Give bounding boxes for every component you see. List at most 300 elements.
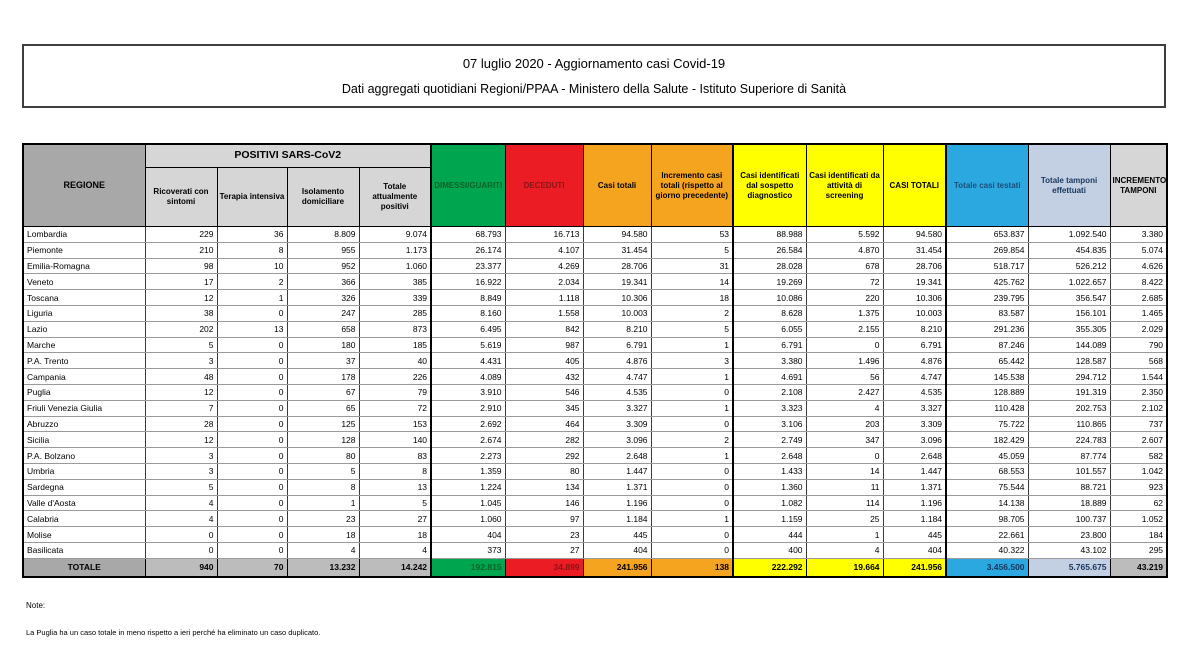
- value-cell: 31.454: [583, 242, 651, 258]
- value-cell: 19.341: [583, 274, 651, 290]
- value-cell: 18: [651, 290, 733, 306]
- value-cell: 292: [505, 448, 583, 464]
- value-cell: 1.196: [883, 495, 946, 511]
- region-cell: Umbria: [23, 463, 145, 479]
- value-cell: 72: [806, 274, 883, 290]
- table-row: [23, 463, 1167, 479]
- value-cell: 1.060: [359, 258, 431, 274]
- value-cell: 1.371: [583, 479, 651, 495]
- header-isolamento: Isolamento domiciliare: [287, 168, 359, 227]
- value-cell: 2.749: [733, 432, 806, 448]
- value-cell: 11: [806, 479, 883, 495]
- value-cell: 2.102: [1110, 400, 1167, 416]
- value-cell: 5.619: [431, 337, 505, 353]
- value-cell: 0: [651, 527, 733, 543]
- table-row: [23, 242, 1167, 258]
- value-cell: 12: [145, 384, 217, 400]
- value-cell: 0: [651, 495, 733, 511]
- value-cell: 0: [651, 479, 733, 495]
- value-cell: 2.155: [806, 321, 883, 337]
- value-cell: 2.692: [431, 416, 505, 432]
- value-cell: 239.795: [946, 290, 1028, 306]
- value-cell: 40.322: [946, 542, 1028, 558]
- value-cell: 23.800: [1028, 527, 1110, 543]
- value-cell: 0: [217, 463, 287, 479]
- value-cell: 10.306: [583, 290, 651, 306]
- value-cell: 26.174: [431, 242, 505, 258]
- value-cell: 345: [505, 400, 583, 416]
- value-cell: 83.587: [946, 305, 1028, 321]
- value-cell: 842: [505, 321, 583, 337]
- value-cell: 101.557: [1028, 463, 1110, 479]
- value-cell: 445: [583, 527, 651, 543]
- value-cell: 1.496: [806, 353, 883, 369]
- title-box: [22, 44, 1166, 108]
- value-cell: 3.096: [583, 432, 651, 448]
- value-cell: 182.429: [946, 432, 1028, 448]
- region-cell: Calabria: [23, 511, 145, 527]
- header-ricoverati: Ricoverati con sintomi: [145, 168, 217, 227]
- totale-value-cell: 241.956: [883, 558, 946, 577]
- region-cell: Toscana: [23, 290, 145, 306]
- value-cell: 425.762: [946, 274, 1028, 290]
- header-totale-positivi: Totale attualmente positivi: [359, 168, 431, 227]
- value-cell: 180: [287, 337, 359, 353]
- value-cell: 98.705: [946, 511, 1028, 527]
- value-cell: 1: [287, 495, 359, 511]
- header-incremento-tamponi: INCREMENTO TAMPONI: [1110, 144, 1167, 227]
- header-deceduti: DECEDUTI: [505, 144, 583, 227]
- value-cell: 294.712: [1028, 369, 1110, 385]
- value-cell: 678: [806, 258, 883, 274]
- value-cell: 1.371: [883, 479, 946, 495]
- value-cell: 1.196: [583, 495, 651, 511]
- region-cell: P.A. Trento: [23, 353, 145, 369]
- table-footer: [23, 558, 1167, 577]
- value-cell: 445: [883, 527, 946, 543]
- value-cell: 28.706: [883, 258, 946, 274]
- value-cell: 873: [359, 321, 431, 337]
- value-cell: 0: [217, 384, 287, 400]
- region-cell: Lombardia: [23, 227, 145, 243]
- totale-value-cell: 222.292: [733, 558, 806, 577]
- value-cell: 2.674: [431, 432, 505, 448]
- value-cell: 952: [287, 258, 359, 274]
- value-cell: 178: [287, 369, 359, 385]
- value-cell: 6.055: [733, 321, 806, 337]
- value-cell: 0: [217, 369, 287, 385]
- value-cell: 1: [651, 448, 733, 464]
- region-cell: Abruzzo: [23, 416, 145, 432]
- value-cell: 97: [505, 511, 583, 527]
- value-cell: 0: [217, 432, 287, 448]
- value-cell: 1.447: [583, 463, 651, 479]
- value-cell: 2.648: [883, 448, 946, 464]
- value-cell: 27: [505, 542, 583, 558]
- value-cell: 955: [287, 242, 359, 258]
- value-cell: 1.544: [1110, 369, 1167, 385]
- value-cell: 4.535: [583, 384, 651, 400]
- totale-value-cell: 940: [145, 558, 217, 577]
- table-row: [23, 495, 1167, 511]
- table-row: [23, 527, 1167, 543]
- value-cell: 191.319: [1028, 384, 1110, 400]
- value-cell: 8.210: [883, 321, 946, 337]
- table-row: [23, 258, 1167, 274]
- value-cell: 38: [145, 305, 217, 321]
- value-cell: 125: [287, 416, 359, 432]
- value-cell: 19.341: [883, 274, 946, 290]
- value-cell: 0: [806, 337, 883, 353]
- value-cell: 94.580: [583, 227, 651, 243]
- value-cell: 8.422: [1110, 274, 1167, 290]
- value-cell: 19.269: [733, 274, 806, 290]
- value-cell: 4.269: [505, 258, 583, 274]
- value-cell: 4.747: [883, 369, 946, 385]
- value-cell: 5.074: [1110, 242, 1167, 258]
- value-cell: 5: [287, 463, 359, 479]
- value-cell: 98: [145, 258, 217, 274]
- value-cell: 295: [1110, 542, 1167, 558]
- table-row: [23, 290, 1167, 306]
- value-cell: 10.003: [883, 305, 946, 321]
- value-cell: 153: [359, 416, 431, 432]
- table-row: [23, 448, 1167, 464]
- value-cell: 202: [145, 321, 217, 337]
- header-casi-totali-2: CASI TOTALI: [883, 144, 946, 227]
- value-cell: 16.713: [505, 227, 583, 243]
- region-cell: Friuli Venezia Giulia: [23, 400, 145, 416]
- value-cell: 2: [217, 274, 287, 290]
- value-cell: 140: [359, 432, 431, 448]
- value-cell: 1: [651, 400, 733, 416]
- value-cell: 87.774: [1028, 448, 1110, 464]
- value-cell: 2: [651, 305, 733, 321]
- value-cell: 75.544: [946, 479, 1028, 495]
- value-cell: 68.553: [946, 463, 1028, 479]
- value-cell: 4.107: [505, 242, 583, 258]
- table-header: [23, 144, 1167, 227]
- table-row: [23, 337, 1167, 353]
- value-cell: 582: [1110, 448, 1167, 464]
- totale-value-cell: 13.232: [287, 558, 359, 577]
- table-row: [23, 274, 1167, 290]
- value-cell: 210: [145, 242, 217, 258]
- value-cell: 1: [651, 337, 733, 353]
- value-cell: 3.327: [883, 400, 946, 416]
- value-cell: 1.184: [583, 511, 651, 527]
- value-cell: 3: [651, 353, 733, 369]
- value-cell: 0: [217, 416, 287, 432]
- value-cell: 128.587: [1028, 353, 1110, 369]
- value-cell: 518.717: [946, 258, 1028, 274]
- table-row: [23, 353, 1167, 369]
- value-cell: 5.592: [806, 227, 883, 243]
- value-cell: 737: [1110, 416, 1167, 432]
- value-cell: 8: [287, 479, 359, 495]
- value-cell: 3: [145, 353, 217, 369]
- value-cell: 2.427: [806, 384, 883, 400]
- value-cell: 6.791: [883, 337, 946, 353]
- value-cell: 1: [651, 369, 733, 385]
- value-cell: 17: [145, 274, 217, 290]
- value-cell: 0: [217, 448, 287, 464]
- value-cell: 1.447: [883, 463, 946, 479]
- value-cell: 373: [431, 542, 505, 558]
- value-cell: 1.052: [1110, 511, 1167, 527]
- value-cell: 1.224: [431, 479, 505, 495]
- value-cell: 3.910: [431, 384, 505, 400]
- value-cell: 8.809: [287, 227, 359, 243]
- table-row: [23, 479, 1167, 495]
- value-cell: 1.173: [359, 242, 431, 258]
- value-cell: 3.380: [733, 353, 806, 369]
- value-cell: 6.791: [583, 337, 651, 353]
- value-cell: 1.558: [505, 305, 583, 321]
- value-cell: 226: [359, 369, 431, 385]
- value-cell: 3.106: [733, 416, 806, 432]
- value-cell: 400: [733, 542, 806, 558]
- value-cell: 3.327: [583, 400, 651, 416]
- value-cell: 23.377: [431, 258, 505, 274]
- value-cell: 144.089: [1028, 337, 1110, 353]
- value-cell: 4: [145, 495, 217, 511]
- value-cell: 366: [287, 274, 359, 290]
- value-cell: 14: [806, 463, 883, 479]
- value-cell: 4: [145, 511, 217, 527]
- report-subtitle: Dati aggregati quotidiani Regioni/PPAA - Ministero della Salute - Istituto Superiore di Sanità: [341, 81, 847, 96]
- value-cell: 923: [1110, 479, 1167, 495]
- region-cell: Marche: [23, 337, 145, 353]
- value-cell: 100.737: [1028, 511, 1110, 527]
- region-cell: Molise: [23, 527, 145, 543]
- value-cell: 2.034: [505, 274, 583, 290]
- value-cell: 247: [287, 305, 359, 321]
- value-cell: 1.118: [505, 290, 583, 306]
- table-row: [23, 542, 1167, 558]
- value-cell: 0: [651, 416, 733, 432]
- value-cell: 10.306: [883, 290, 946, 306]
- value-cell: 3.096: [883, 432, 946, 448]
- value-cell: 28.028: [733, 258, 806, 274]
- value-cell: 5: [651, 242, 733, 258]
- value-cell: 0: [217, 400, 287, 416]
- totale-value-cell: 5.765.675: [1028, 558, 1110, 577]
- value-cell: 28.706: [583, 258, 651, 274]
- value-cell: 8.160: [431, 305, 505, 321]
- header-incremento-casi: Incremento casi totali (rispetto al giorno precedente): [651, 144, 733, 227]
- value-cell: 0: [217, 542, 287, 558]
- value-cell: 28: [145, 416, 217, 432]
- header-sospetto-diagnostico: Casi identificati dal sospetto diagnostico: [733, 144, 806, 227]
- value-cell: 1.465: [1110, 305, 1167, 321]
- value-cell: 65.442: [946, 353, 1028, 369]
- value-cell: 1.092.540: [1028, 227, 1110, 243]
- value-cell: 658: [287, 321, 359, 337]
- note-heading: Note:: [26, 601, 46, 610]
- value-cell: 56: [806, 369, 883, 385]
- value-cell: 18: [359, 527, 431, 543]
- value-cell: 40: [359, 353, 431, 369]
- value-cell: 1: [217, 290, 287, 306]
- value-cell: 526.212: [1028, 258, 1110, 274]
- totale-value-cell: 34.899: [505, 558, 583, 577]
- covid-data-table: [22, 143, 1168, 578]
- value-cell: 23: [287, 511, 359, 527]
- table-row: [23, 511, 1167, 527]
- value-cell: 4: [806, 400, 883, 416]
- value-cell: 18: [287, 527, 359, 543]
- value-cell: 0: [217, 305, 287, 321]
- region-cell: Basilicata: [23, 542, 145, 558]
- value-cell: 31: [651, 258, 733, 274]
- value-cell: 1: [806, 527, 883, 543]
- value-cell: 9.074: [359, 227, 431, 243]
- value-cell: 0: [651, 542, 733, 558]
- value-cell: 0: [651, 384, 733, 400]
- value-cell: 8.849: [431, 290, 505, 306]
- table-row: [23, 305, 1167, 321]
- value-cell: 4.876: [883, 353, 946, 369]
- value-cell: 4.747: [583, 369, 651, 385]
- value-cell: 2: [651, 432, 733, 448]
- value-cell: 355.305: [1028, 321, 1110, 337]
- value-cell: 3.309: [883, 416, 946, 432]
- value-cell: 5: [145, 337, 217, 353]
- value-cell: 12: [145, 290, 217, 306]
- value-cell: 3.380: [1110, 227, 1167, 243]
- value-cell: 37: [287, 353, 359, 369]
- value-cell: 65: [287, 400, 359, 416]
- value-cell: 269.854: [946, 242, 1028, 258]
- table-body: [23, 227, 1167, 559]
- value-cell: 1.042: [1110, 463, 1167, 479]
- value-cell: 2.108: [733, 384, 806, 400]
- value-cell: 27: [359, 511, 431, 527]
- totale-value-cell: 3.456.500: [946, 558, 1028, 577]
- value-cell: 3: [145, 448, 217, 464]
- table-row: [23, 400, 1167, 416]
- region-cell: Liguria: [23, 305, 145, 321]
- value-cell: 404: [583, 542, 651, 558]
- value-cell: 5: [651, 321, 733, 337]
- value-cell: 79: [359, 384, 431, 400]
- value-cell: 404: [883, 542, 946, 558]
- value-cell: 10: [217, 258, 287, 274]
- value-cell: 6.791: [733, 337, 806, 353]
- value-cell: 16.922: [431, 274, 505, 290]
- value-cell: 36: [217, 227, 287, 243]
- value-cell: 114: [806, 495, 883, 511]
- value-cell: 4.535: [883, 384, 946, 400]
- value-cell: 12: [145, 432, 217, 448]
- value-cell: 68.793: [431, 227, 505, 243]
- value-cell: 4.431: [431, 353, 505, 369]
- totale-value-cell: 70: [217, 558, 287, 577]
- value-cell: 1.359: [431, 463, 505, 479]
- value-cell: 8: [359, 463, 431, 479]
- value-cell: 14.138: [946, 495, 1028, 511]
- header-dimessi-guariti: DIMESSI/GUARITI: [431, 144, 505, 227]
- value-cell: 5: [145, 479, 217, 495]
- value-cell: 7: [145, 400, 217, 416]
- value-cell: 184: [1110, 527, 1167, 543]
- value-cell: 18.889: [1028, 495, 1110, 511]
- value-cell: 2.685: [1110, 290, 1167, 306]
- value-cell: 1.433: [733, 463, 806, 479]
- table-row: [23, 227, 1167, 243]
- value-cell: 6.495: [431, 321, 505, 337]
- value-cell: 385: [359, 274, 431, 290]
- value-cell: 128.889: [946, 384, 1028, 400]
- value-cell: 339: [359, 290, 431, 306]
- value-cell: 326: [287, 290, 359, 306]
- region-cell: Puglia: [23, 384, 145, 400]
- totale-value-cell: 43.219: [1110, 558, 1167, 577]
- value-cell: 2.648: [733, 448, 806, 464]
- value-cell: 347: [806, 432, 883, 448]
- value-cell: 1.159: [733, 511, 806, 527]
- value-cell: 220: [806, 290, 883, 306]
- value-cell: 4.691: [733, 369, 806, 385]
- value-cell: 87.246: [946, 337, 1028, 353]
- header-casi-totali: Casi totali: [583, 144, 651, 227]
- value-cell: 45.059: [946, 448, 1028, 464]
- region-cell: Sardegna: [23, 479, 145, 495]
- value-cell: 134: [505, 479, 583, 495]
- totale-value-cell: 138: [651, 558, 733, 577]
- value-cell: 282: [505, 432, 583, 448]
- value-cell: 291.236: [946, 321, 1028, 337]
- totale-label: TOTALE: [23, 558, 145, 577]
- value-cell: 8.628: [733, 305, 806, 321]
- value-cell: 1.375: [806, 305, 883, 321]
- value-cell: 1.184: [883, 511, 946, 527]
- value-cell: 432: [505, 369, 583, 385]
- value-cell: 67: [287, 384, 359, 400]
- value-cell: 1.060: [431, 511, 505, 527]
- value-cell: 75.722: [946, 416, 1028, 432]
- value-cell: 4: [287, 542, 359, 558]
- value-cell: 229: [145, 227, 217, 243]
- header-terapia-intensiva: Terapia intensiva: [217, 168, 287, 227]
- value-cell: 0: [217, 479, 287, 495]
- value-cell: 185: [359, 337, 431, 353]
- value-cell: 2.273: [431, 448, 505, 464]
- value-cell: 14: [651, 274, 733, 290]
- value-cell: 1.022.657: [1028, 274, 1110, 290]
- value-cell: 2.910: [431, 400, 505, 416]
- report-title: 07 luglio 2020 - Aggiornamento casi Covid-19: [462, 56, 726, 72]
- value-cell: 80: [505, 463, 583, 479]
- header-regione: REGIONE: [23, 144, 145, 227]
- value-cell: 72: [359, 400, 431, 416]
- note-text: La Puglia ha un caso totale in meno rispetto a ieri perché ha eliminato un caso duplicato.: [26, 628, 321, 637]
- value-cell: 546: [505, 384, 583, 400]
- header-screening: Casi identificati da attività di screening: [806, 144, 883, 227]
- value-cell: 1.045: [431, 495, 505, 511]
- value-cell: 94.580: [883, 227, 946, 243]
- value-cell: 224.783: [1028, 432, 1110, 448]
- value-cell: 10.003: [583, 305, 651, 321]
- value-cell: 987: [505, 337, 583, 353]
- region-cell: Veneto: [23, 274, 145, 290]
- value-cell: 110.428: [946, 400, 1028, 416]
- totale-value-cell: 192.815: [431, 558, 505, 577]
- value-cell: 3.309: [583, 416, 651, 432]
- table-row: [23, 432, 1167, 448]
- value-cell: 3: [145, 463, 217, 479]
